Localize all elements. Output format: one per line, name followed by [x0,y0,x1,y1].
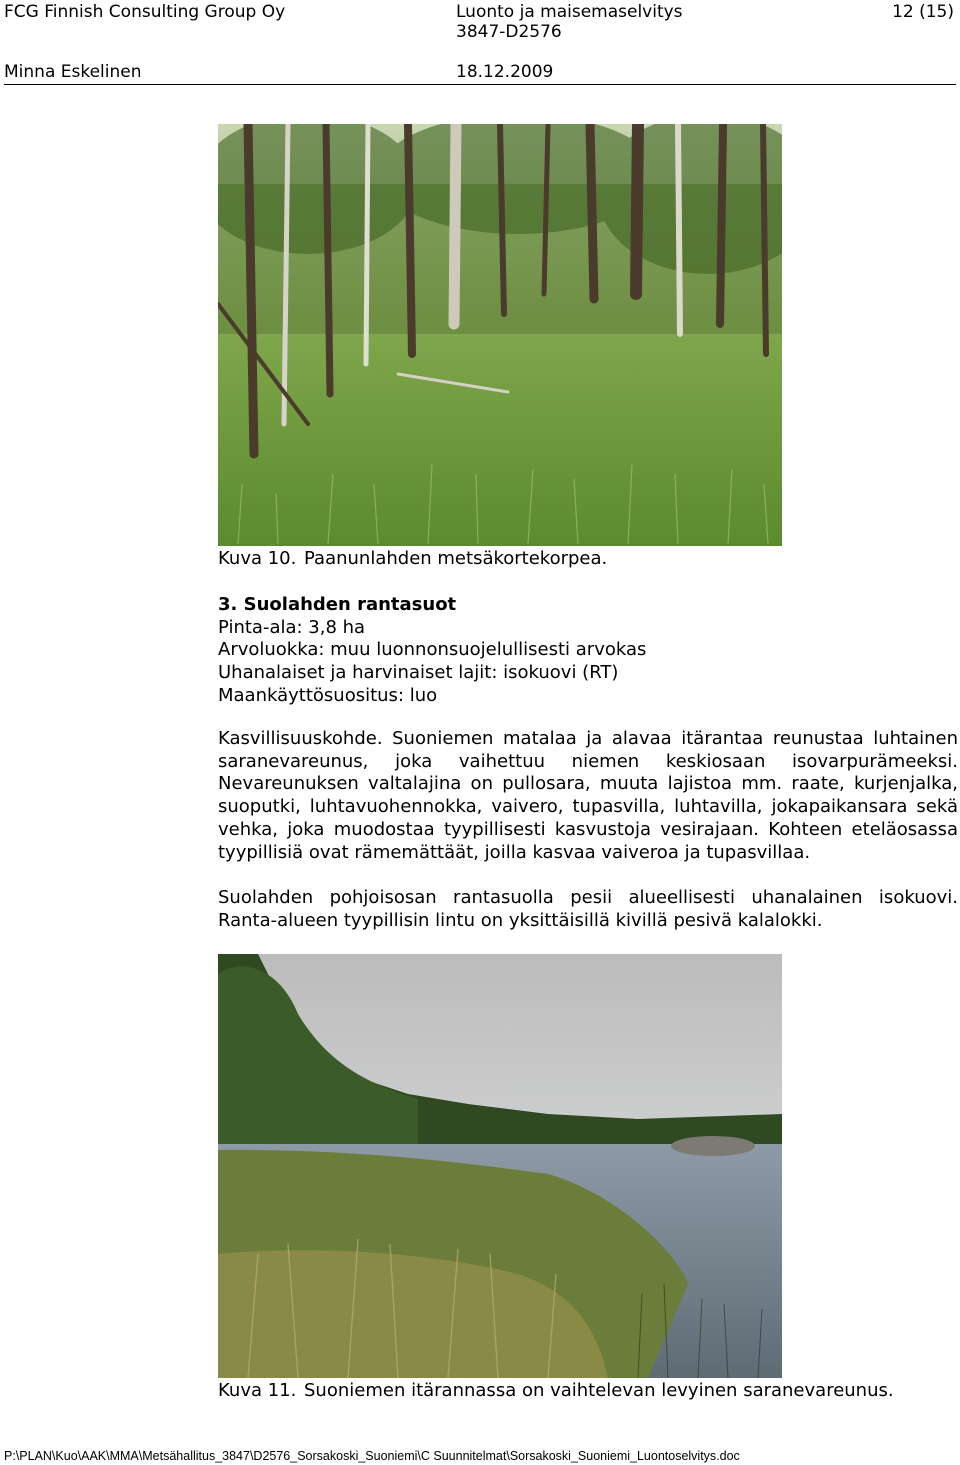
caption-number: Kuva 11. [218,1380,297,1401]
company-name: FCG Finnish Consulting Group Oy [4,2,286,22]
forest-photo [218,124,782,546]
value-class-line: Arvoluokka: muu luonnonsuojelullisesti arvokas [218,639,647,661]
vegetation-paragraph: Kasvillisuuskohde. Suoniemen matalaa ja alavaa itärantaa reunustaa luhtainen saranevareunus, joka vaihettuu niemen keskiosaan isovarpurämeeksi. Nevareunuksen valtalajina on pullosara, muuta lajistoa mm. raate, kurjenjalka, suoputki, luhtavuohennokka, vaivero, tupasvilla, luhtavilla, jokapaikansara sekä vehka, joka muodostaa tyypillisesti kasvustoja vesirajaan. Kohteen eteläosassa tyypillisiä ovat rämemättäät, joilla kasvaa vaiveroa ja tupasvillaa. [218,728,958,863]
author-name: Minna Eskelinen [4,62,142,82]
species-line: Uhanalaiset ja harvinaiset lajit: isokuovi (RT) [218,662,619,684]
page-number: 12 (15) [892,2,954,22]
lakeshore-photo [218,954,782,1378]
file-path-footer: P:\PLAN\Kuo\AAK\MMA\Metsähallitus_3847\D2576_Sorsakoski_Suoniemi\C Suunnitelmat\Sorsakoski_Suoniemi_Luontoselvitys.doc [4,1449,740,1463]
site-info-block [218,594,958,708]
area-line: Pinta-ala: 3,8 ha [218,616,366,638]
bird-paragraph: Suolahden pohjoisosan rantasuolla pesii alueellisesti uhanalainen isokuovi. Ranta-alueen tyypillisin lintu on yksittäisillä kivillä pesivä kalalokki. [218,887,958,931]
header-divider [4,84,956,85]
section-heading: 3. Suolahden rantasuot [218,594,457,615]
document-date: 18.12.2009 [456,62,554,82]
figure-caption-2 [218,1380,894,1402]
report-title: Luonto ja maisemaselvitys [456,2,683,22]
caption-text: Suoniemen itärannassa on vaihtelevan levyinen saranevareunus. [304,1380,894,1401]
figure-caption-1 [218,548,607,570]
land-use-line: Maankäyttösuositus: luo [218,684,438,706]
caption-text: Paanunlahden metsäkortekorpea. [304,548,608,569]
report-code: 3847-D2576 [456,22,562,42]
caption-number: Kuva 10. [218,548,297,569]
